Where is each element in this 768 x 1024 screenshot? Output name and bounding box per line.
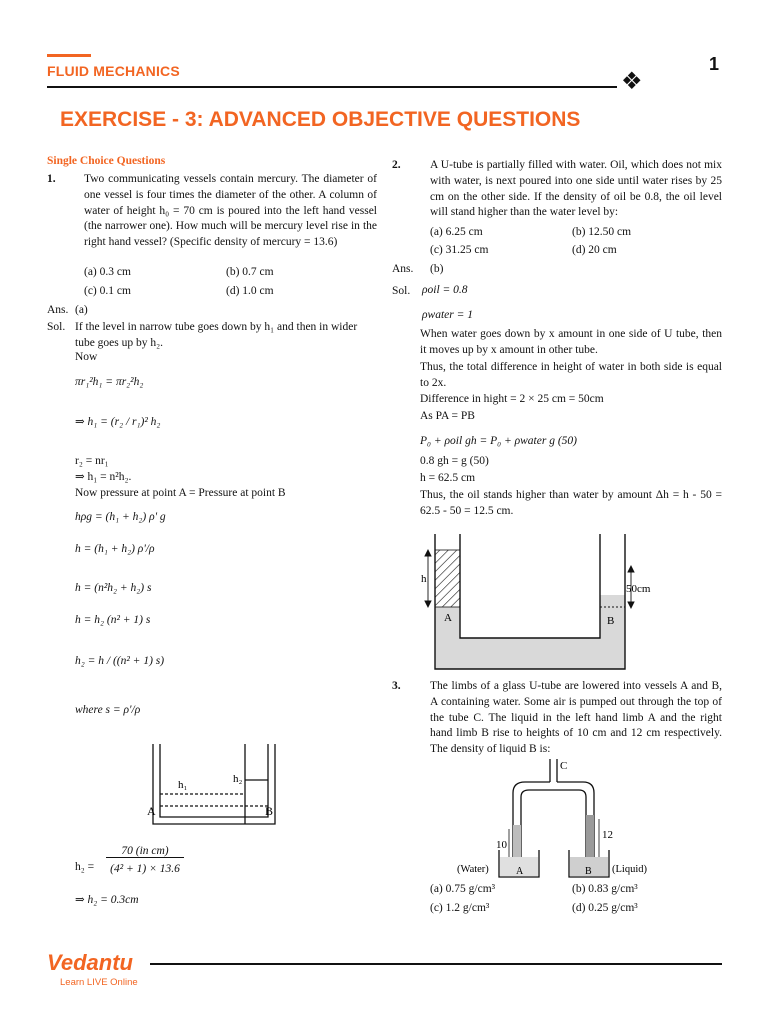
q2-text: A U-tube is partially filled with water. Oil, which does not mix with water, is next poured into one side until water rises by 25 cm on the other side. If the density of oil be 0.8, the oil level will stand higher than the water level by: <box>430 159 722 219</box>
q1-now: Now <box>75 351 98 363</box>
q1-text: Two communicating vessels contain mercury. The diameter of one vessel is four times the diameter of the other. A column of water of height h₀ = 70 cm is poured into the left hand vessel (the narrower one). How much will be mercury level rise in the right hand vessel? (Specific density of mercury = 13.6) <box>84 173 377 249</box>
q1-number: 1. <box>47 173 56 185</box>
q1-pressure-line: Now pressure at point A = Pressure at point B <box>75 487 286 499</box>
q3-fig-10: 10 <box>496 839 507 851</box>
q1-eq11-num: 70 (in cm) <box>106 845 184 858</box>
q3-option-d: (d) 0.25 g/cm³ <box>572 902 638 914</box>
q1-fig-b: B <box>265 804 274 818</box>
q3-fig-c: C <box>560 760 568 772</box>
ornament-icon: ❖ <box>621 69 643 95</box>
q1-eq7: h = (n²h₂ + h₂) s <box>75 582 152 594</box>
q2-figure <box>415 532 651 672</box>
q1-eq5: hρg = (h₁ + h₂) ρ' g <box>75 511 166 523</box>
q2-option-c: (c) 31.25 cm <box>430 244 489 256</box>
q1-fig-h1: h₁ <box>178 779 188 791</box>
vedantu-logo: Vedantu <box>47 950 133 975</box>
q2-line2: Thus, the total difference in height of water in both side is equal to 2x. <box>420 361 722 389</box>
q1-option-a: (a) 0.3 cm <box>84 266 131 278</box>
q2-line6: h = 62.5 cm <box>420 472 476 484</box>
q2-fig-b: B <box>607 615 615 627</box>
q1-eq10: where s = ρ'/ρ <box>75 704 141 716</box>
page-number: 1 <box>709 54 720 74</box>
q1-option-c: (c) 0.1 cm <box>84 285 131 297</box>
q2-option-b: (b) 12.50 cm <box>572 226 632 238</box>
q1-ans: (a) <box>75 304 88 316</box>
subject-title: FLUID MECHANICS <box>47 63 180 79</box>
q3-number: 3. <box>392 680 401 692</box>
exercise-title: EXERCISE - 3: ADVANCED OBJECTIVE QUESTIONS <box>60 108 581 131</box>
q2-option-d: (d) 20 cm <box>572 244 617 256</box>
q3-fig-b: B <box>585 866 592 877</box>
q2-line4: As PA = PB <box>420 410 475 422</box>
q1-eq2: ⇒ h₁ = (r₂ / r₁)² h₂ <box>75 416 161 428</box>
q1-sol-intro: If the level in narrow tube goes down by h₁ and then in wider tube goes up by h₂. <box>75 321 358 349</box>
q1-eq1: πr₁²h₁ = πr₂²h₂ <box>75 376 144 388</box>
q1-eq12: ⇒ h₂ = 0.3cm <box>75 894 139 906</box>
q2-eq1: ρoil = 0.8 <box>422 284 468 296</box>
q3-option-c: (c) 1.2 g/cm³ <box>430 902 490 914</box>
footer-rule <box>150 963 722 965</box>
q3-option-a: (a) 0.75 g/cm³ <box>430 883 496 895</box>
q2-line5: 0.8 gh = g (50) <box>420 455 489 467</box>
q1-sol-label: Sol. <box>47 321 66 333</box>
q1-figure <box>145 742 285 832</box>
q1-eq9: h₂ = h / ((n² + 1) s) <box>75 655 165 667</box>
q2-sol-label: Sol. <box>392 285 411 297</box>
q3-fig-12: 12 <box>602 829 613 841</box>
q2-line1: When water goes down by x amount in one side of U tube, then it moves up by x amount in other tube. <box>420 328 722 356</box>
q2-ans: (b) <box>430 263 444 275</box>
q1-eq11-lhs: h₂ = <box>75 861 95 873</box>
q1-eq8: h = h₂ (n² + 1) s <box>75 614 151 626</box>
section-label: Single Choice Questions <box>47 155 166 167</box>
q3-figure <box>455 757 665 882</box>
q1-eq3: r₂ = nr₁ <box>75 455 109 467</box>
q2-eq2: ρwater = 1 <box>422 309 473 321</box>
header-rule <box>47 86 617 88</box>
q2-number: 2. <box>392 159 401 171</box>
header-accent-bar <box>47 54 91 57</box>
q2-ans-label: Ans. <box>392 263 414 275</box>
q1-fig-a: A <box>147 804 156 818</box>
q2-line3: Difference in hight = 2 × 25 cm = 50cm <box>420 393 604 405</box>
q1-fig-h2: h₂ <box>233 773 243 785</box>
q3-option-b: (b) 0.83 g/cm³ <box>572 883 638 895</box>
q3-fig-water: (Water) <box>457 864 489 875</box>
q1-option-d: (d) 1.0 cm <box>226 285 274 297</box>
q1-eq6: h = (h₁ + h₂) ρ'/ρ <box>75 543 155 555</box>
q2-option-a: (a) 6.25 cm <box>430 226 483 238</box>
q2-fig-h: h <box>421 573 427 585</box>
q3-text: The limbs of a glass U-tube are lowered into vessels A and B, A containing water. Some air is pumped out through the top of the tube C. The liquid in the left hand limb A and the right hand limb B rise to heights of 10 cm and 12 cm respectively. The density of liquid B is: <box>430 680 722 756</box>
q2-fig-a: A <box>444 612 452 624</box>
q3-fig-a: A <box>516 866 524 877</box>
q1-eq4: ⇒ h₁ = n²h₂. <box>75 471 132 483</box>
q2-line7: Thus, the oil stands higher than water by amount Δh = h - 50 = 62.5 - 50 = 12.5 cm. <box>420 489 722 517</box>
q1-ans-label: Ans. <box>47 304 69 316</box>
q2-eq3: P₀ + ρoil gh = P₀ + ρwater g (50) <box>420 435 577 447</box>
q2-fig-50cm: 50cm <box>626 583 651 595</box>
vedantu-tagline: Learn LIVE Online <box>60 977 138 988</box>
q1-eq11-den: (4² + 1) × 13.6 <box>110 863 180 875</box>
q3-fig-liquid: (Liquid) <box>612 864 647 875</box>
q1-option-b: (b) 0.7 cm <box>226 266 274 278</box>
